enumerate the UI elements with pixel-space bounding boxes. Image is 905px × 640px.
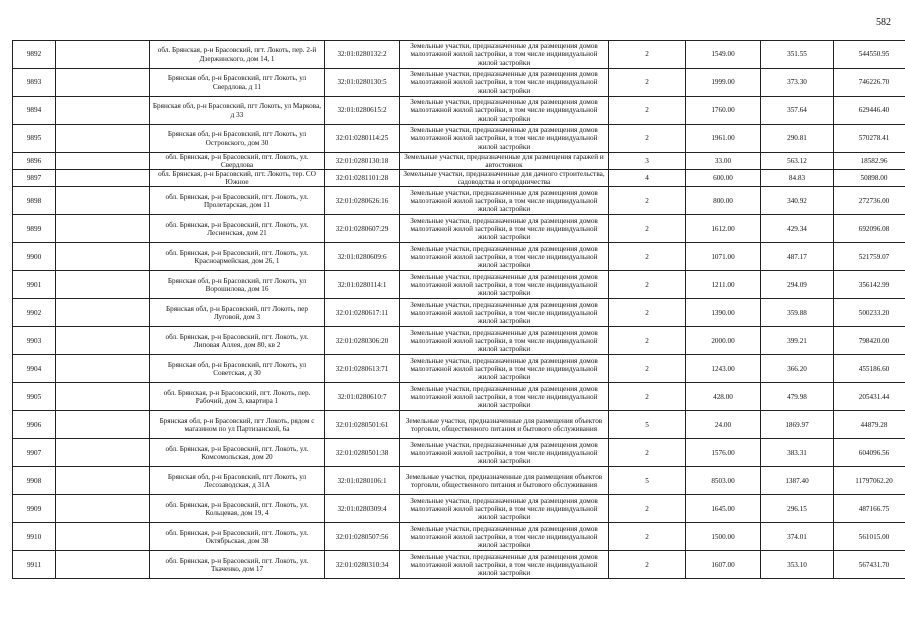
area-cell: 1549.00 — [686, 41, 761, 69]
empty-cell — [56, 411, 150, 439]
cadastral-number-cell: 32:01:0280617:11 — [325, 299, 400, 327]
use-group-cell: 4 — [609, 170, 686, 187]
cadastral-value-cell: 604096.56 — [834, 439, 905, 467]
table-row — [13, 170, 905, 187]
specific-value-cell: 479.98 — [761, 383, 834, 411]
cadastral-number-cell: 32:01:0280501:38 — [325, 439, 400, 467]
empty-cell — [56, 97, 150, 125]
row-number-cell: 9898 — [13, 187, 56, 215]
specific-value-cell: 290.81 — [761, 125, 834, 153]
table-row — [13, 153, 905, 170]
row-number-cell: 9895 — [13, 125, 56, 153]
cadastral-value-cell: 521759.07 — [834, 243, 905, 271]
row-number-cell: 9907 — [13, 439, 56, 467]
use-group-cell: 3 — [609, 153, 686, 170]
use-group-cell: 2 — [609, 41, 686, 69]
use-group-cell: 2 — [609, 327, 686, 355]
land-use-cell: Земельные участки, предназначенные для размещения домов малоэтажной жилой застройки, в том числе индивидуальной жилой застройки — [400, 243, 609, 271]
area-cell: 24.00 — [686, 411, 761, 439]
cadastral-number-cell: 32:01:0280501:61 — [325, 411, 400, 439]
specific-value-cell: 357.64 — [761, 97, 834, 125]
specific-value-cell: 373.30 — [761, 69, 834, 97]
cadastral-number-cell: 32:01:0280310:34 — [325, 551, 400, 579]
address-cell: Брянская обл, р-н Брасовский, пгт Локоть, ул Маркова, д 33 — [150, 97, 325, 125]
specific-value-cell: 1869.97 — [761, 411, 834, 439]
row-number-cell: 9908 — [13, 467, 56, 495]
specific-value-cell: 383.31 — [761, 439, 834, 467]
use-group-cell: 2 — [609, 97, 686, 125]
cadastral-number-cell: 32:01:0280306:20 — [325, 327, 400, 355]
cadastral-value-cell: 205431.44 — [834, 383, 905, 411]
table-row — [13, 243, 905, 271]
cadastral-number-cell: 32:01:0280610:7 — [325, 383, 400, 411]
land-use-cell: Земельные участки, предназначенные для размещения гаражей и автостоянок — [400, 153, 609, 170]
cadastral-number-cell: 32:01:0280114:1 — [325, 271, 400, 299]
address-cell: Брянская обл, р-н Брасовский, пгт Локоть, ул Ворошилова, дом 16 — [150, 271, 325, 299]
address-cell: обл. Брянская, р-н Брасовский, пгт. Локоть, ул. Красноармейская, дом 26, 1 — [150, 243, 325, 271]
address-cell: обл. Брянская, р-н Брасовский, пгт. Локоть, ул. Кольцевая, дом 19, 4 — [150, 495, 325, 523]
address-cell: Брянская обл, р-н Брасовский, пгт Локоть, ул Свердлова, д 11 — [150, 69, 325, 97]
cadastral-value-cell: 18582.96 — [834, 153, 905, 170]
use-group-cell: 2 — [609, 125, 686, 153]
use-group-cell: 2 — [609, 551, 686, 579]
cadastral-value-cell: 561015.00 — [834, 523, 905, 551]
land-use-cell: Земельные участки, предназначенные для размещения домов малоэтажной жилой застройки, в том числе индивидуальной жилой застройки — [400, 187, 609, 215]
table-row — [13, 69, 905, 97]
land-use-cell: Земельные участки, предназначенные для размещения домов малоэтажной жилой застройки, в том числе индивидуальной жилой застройки — [400, 125, 609, 153]
specific-value-cell: 563.12 — [761, 153, 834, 170]
table-row — [13, 383, 905, 411]
cadastral-number-cell: 32:01:0280130:18 — [325, 153, 400, 170]
row-number-cell: 9892 — [13, 41, 56, 69]
cadastral-value-cell: 570278.41 — [834, 125, 905, 153]
address-cell: обл. Брянская, р-н Брасовский, пгт. Локоть, ул. Свердлова — [150, 153, 325, 170]
specific-value-cell: 351.55 — [761, 41, 834, 69]
row-number-cell: 9894 — [13, 97, 56, 125]
address-cell: обл. Брянская, р-н Брасовский, пгт. Локоть, пер. Рабочий, дом 3, квартира 1 — [150, 383, 325, 411]
specific-value-cell: 366.20 — [761, 355, 834, 383]
table-body — [13, 41, 905, 579]
empty-cell — [56, 355, 150, 383]
land-use-cell: Земельные участки, предназначенные для размещения домов малоэтажной жилой застройки, в том числе индивидуальной жилой застройки — [400, 327, 609, 355]
cadastral-value-cell: 629446.40 — [834, 97, 905, 125]
table-row — [13, 97, 905, 125]
row-number-cell: 9899 — [13, 215, 56, 243]
cadastral-number-cell: 32:01:0280132:2 — [325, 41, 400, 69]
empty-cell — [56, 187, 150, 215]
area-cell: 600.00 — [686, 170, 761, 187]
address-cell: Брянская обл, р-н Брасовский, пгт Локоть, ул Советская, д 30 — [150, 355, 325, 383]
cadastral-value-cell: 487166.75 — [834, 495, 905, 523]
table-row — [13, 355, 905, 383]
cadastral-number-cell: 32:01:0280507:56 — [325, 523, 400, 551]
land-use-cell: Земельные участки, предназначенные для размещения домов малоэтажной жилой застройки, в том числе индивидуальной жилой застройки — [400, 495, 609, 523]
area-cell: 1500.00 — [686, 523, 761, 551]
specific-value-cell: 340.92 — [761, 187, 834, 215]
table-row — [13, 187, 905, 215]
specific-value-cell: 399.21 — [761, 327, 834, 355]
specific-value-cell: 294.09 — [761, 271, 834, 299]
address-cell: обл. Брянская, р-н Брасовский, пгт. Локоть, ул. Ткаченко, дом 17 — [150, 551, 325, 579]
land-use-cell: Земельные участки, предназначенные для размещения домов малоэтажной жилой застройки, в том числе индивидуальной жилой застройки — [400, 523, 609, 551]
cadastral-value-cell: 692096.08 — [834, 215, 905, 243]
cadastral-value-cell: 455186.60 — [834, 355, 905, 383]
address-cell: Брянская обл, р-н Брасовский, пгт Локоть, ул Островского, дом 30 — [150, 125, 325, 153]
land-use-cell: Земельные участки, предназначенные для дачного строительства, садоводства и огородничества — [400, 170, 609, 187]
empty-cell — [56, 69, 150, 97]
use-group-cell: 2 — [609, 69, 686, 97]
empty-cell — [56, 215, 150, 243]
empty-cell — [56, 41, 150, 69]
use-group-cell: 2 — [609, 243, 686, 271]
empty-cell — [56, 495, 150, 523]
empty-cell — [56, 383, 150, 411]
area-cell: 1607.00 — [686, 551, 761, 579]
use-group-cell: 2 — [609, 523, 686, 551]
use-group-cell: 5 — [609, 467, 686, 495]
cadastral-value-cell: 11797062.20 — [834, 467, 905, 495]
land-use-cell: Земельные участки, предназначенные для размещения домов малоэтажной жилой застройки, в том числе индивидуальной жилой застройки — [400, 271, 609, 299]
cadastral-number-cell: 32:01:0280114:25 — [325, 125, 400, 153]
use-group-cell: 2 — [609, 187, 686, 215]
cadastral-number-cell: 32:01:0280626:16 — [325, 187, 400, 215]
table-row — [13, 439, 905, 467]
row-number-cell: 9901 — [13, 271, 56, 299]
use-group-cell: 2 — [609, 495, 686, 523]
row-number-cell: 9903 — [13, 327, 56, 355]
row-number-cell: 9897 — [13, 170, 56, 187]
table-row — [13, 523, 905, 551]
table-row — [13, 41, 905, 69]
row-number-cell: 9910 — [13, 523, 56, 551]
land-use-cell: Земельные участки, предназначенные для размещения объектов торговли, общественного питания и бытового обслуживания — [400, 467, 609, 495]
empty-cell — [56, 125, 150, 153]
address-cell: обл. Брянская, р-н Брасовский, пгт. Локоть, тер. СО Южное — [150, 170, 325, 187]
specific-value-cell: 353.10 — [761, 551, 834, 579]
address-cell: Брянская обл, р-н Брасовский, пгт Локоть, ул Лесозаводская, д 31А — [150, 467, 325, 495]
row-number-cell: 9906 — [13, 411, 56, 439]
address-cell: обл. Брянская, р-н Брасовский, пгт. Локоть, ул. Липовая Аллея, дом 80, кв 2 — [150, 327, 325, 355]
use-group-cell: 2 — [609, 355, 686, 383]
cadastral-value-cell: 500233.20 — [834, 299, 905, 327]
area-cell: 1961.00 — [686, 125, 761, 153]
cadastral-number-cell: 32:01:0280609:6 — [325, 243, 400, 271]
area-cell: 1576.00 — [686, 439, 761, 467]
cadastral-value-cell: 567431.70 — [834, 551, 905, 579]
area-cell: 1211.00 — [686, 271, 761, 299]
cadastral-number-cell: 32:01:0280615:2 — [325, 97, 400, 125]
specific-value-cell: 359.88 — [761, 299, 834, 327]
table-row — [13, 299, 905, 327]
cadastral-value-cell: 44879.28 — [834, 411, 905, 439]
cadastral-number-cell: 32:01:0281101:28 — [325, 170, 400, 187]
empty-cell — [56, 467, 150, 495]
empty-cell — [56, 299, 150, 327]
empty-cell — [56, 551, 150, 579]
land-use-cell: Земельные участки, предназначенные для размещения домов малоэтажной жилой застройки, в том числе индивидуальной жилой застройки — [400, 215, 609, 243]
row-number-cell: 9900 — [13, 243, 56, 271]
use-group-cell: 2 — [609, 439, 686, 467]
land-use-cell: Земельные участки, предназначенные для размещения домов малоэтажной жилой застройки, в том числе индивидуальной жилой застройки — [400, 383, 609, 411]
area-cell: 800.00 — [686, 187, 761, 215]
cadastral-value-cell: 798420.00 — [834, 327, 905, 355]
empty-cell — [56, 523, 150, 551]
row-number-cell: 9904 — [13, 355, 56, 383]
row-number-cell: 9896 — [13, 153, 56, 170]
cadastral-value-cell: 356142.99 — [834, 271, 905, 299]
specific-value-cell: 374.01 — [761, 523, 834, 551]
row-number-cell: 9909 — [13, 495, 56, 523]
area-cell: 1999.00 — [686, 69, 761, 97]
empty-cell — [56, 271, 150, 299]
use-group-cell: 2 — [609, 299, 686, 327]
use-group-cell: 2 — [609, 215, 686, 243]
land-use-cell: Земельные участки, предназначенные для размещения домов малоэтажной жилой застройки, в том числе индивидуальной жилой застройки — [400, 551, 609, 579]
row-number-cell: 9905 — [13, 383, 56, 411]
row-number-cell: 9902 — [13, 299, 56, 327]
land-use-cell: Земельные участки, предназначенные для размещения домов малоэтажной жилой застройки, в том числе индивидуальной жилой застройки — [400, 41, 609, 69]
area-cell: 1760.00 — [686, 97, 761, 125]
cadastral-value-cell: 746226.70 — [834, 69, 905, 97]
address-cell: обл. Брянская, р-н Брасовский, пгт. Локоть, пер. 2-й Дзержинского, дом 14, 1 — [150, 41, 325, 69]
empty-cell — [56, 327, 150, 355]
table-row — [13, 467, 905, 495]
area-cell: 1071.00 — [686, 243, 761, 271]
cadastral-value-table — [12, 40, 905, 579]
specific-value-cell: 487.17 — [761, 243, 834, 271]
empty-cell — [56, 170, 150, 187]
table-row — [13, 327, 905, 355]
area-cell: 2000.00 — [686, 327, 761, 355]
land-use-cell: Земельные участки, предназначенные для размещения объектов торговли, общественного питания и бытового обслуживания — [400, 411, 609, 439]
land-use-cell: Земельные участки, предназначенные для размещения домов малоэтажной жилой застройки, в том числе индивидуальной жилой застройки — [400, 69, 609, 97]
use-group-cell: 2 — [609, 271, 686, 299]
specific-value-cell: 429.34 — [761, 215, 834, 243]
row-number-cell: 9911 — [13, 551, 56, 579]
specific-value-cell: 84.83 — [761, 170, 834, 187]
address-cell: обл. Брянская, р-н Брасовский, пгт. Локоть, ул. Лесненская, дом 21 — [150, 215, 325, 243]
table-row — [13, 495, 905, 523]
address-cell: обл. Брянская, р-н Брасовский, пгт. Локоть, ул. Пролетарская, дом 11 — [150, 187, 325, 215]
cadastral-number-cell: 32:01:0280613:71 — [325, 355, 400, 383]
cadastral-number-cell: 32:01:0280607:29 — [325, 215, 400, 243]
area-cell: 428.00 — [686, 383, 761, 411]
specific-value-cell: 1387.40 — [761, 467, 834, 495]
use-group-cell: 2 — [609, 383, 686, 411]
address-cell: Брянская обл, р-н Брасовский, пгт Локоть, пер Луговой, дом 3 — [150, 299, 325, 327]
specific-value-cell: 296.15 — [761, 495, 834, 523]
table-row — [13, 411, 905, 439]
cadastral-number-cell: 32:01:0280309:4 — [325, 495, 400, 523]
empty-cell — [56, 439, 150, 467]
area-cell: 1645.00 — [686, 495, 761, 523]
cadastral-value-cell: 50898.00 — [834, 170, 905, 187]
table-row — [13, 551, 905, 579]
area-cell: 1612.00 — [686, 215, 761, 243]
empty-cell — [56, 243, 150, 271]
address-cell: обл. Брянская, р-н Брасовский, пгт. Локоть, ул. Октябрьская, дом 38 — [150, 523, 325, 551]
use-group-cell: 5 — [609, 411, 686, 439]
land-use-cell: Земельные участки, предназначенные для размещения домов малоэтажной жилой застройки, в том числе индивидуальной жилой застройки — [400, 97, 609, 125]
address-cell: Брянская обл, р-н Брасовский, пгт Локоть, рядом с магазином по ул Партизанской, 6а — [150, 411, 325, 439]
area-cell: 33.00 — [686, 153, 761, 170]
cadastral-value-cell: 272736.00 — [834, 187, 905, 215]
row-number-cell: 9893 — [13, 69, 56, 97]
cadastral-number-cell: 32:01:0280130:5 — [325, 69, 400, 97]
area-cell: 1390.00 — [686, 299, 761, 327]
address-cell: обл. Брянская, р-н Брасовский, пгт. Локоть, ул. Комсомольская, дом 20 — [150, 439, 325, 467]
area-cell: 1243.00 — [686, 355, 761, 383]
table-row — [13, 125, 905, 153]
area-cell: 8503.00 — [686, 467, 761, 495]
empty-cell — [56, 153, 150, 170]
page-number: 582 — [876, 17, 891, 28]
table-row — [13, 271, 905, 299]
cadastral-number-cell: 32:01:0280106:1 — [325, 467, 400, 495]
land-use-cell: Земельные участки, предназначенные для размещения домов малоэтажной жилой застройки, в том числе индивидуальной жилой застройки — [400, 355, 609, 383]
land-use-cell: Земельные участки, предназначенные для размещения домов малоэтажной жилой застройки, в том числе индивидуальной жилой застройки — [400, 439, 609, 467]
table-row — [13, 215, 905, 243]
cadastral-value-cell: 544550.95 — [834, 41, 905, 69]
land-use-cell: Земельные участки, предназначенные для размещения домов малоэтажной жилой застройки, в том числе индивидуальной жилой застройки — [400, 299, 609, 327]
